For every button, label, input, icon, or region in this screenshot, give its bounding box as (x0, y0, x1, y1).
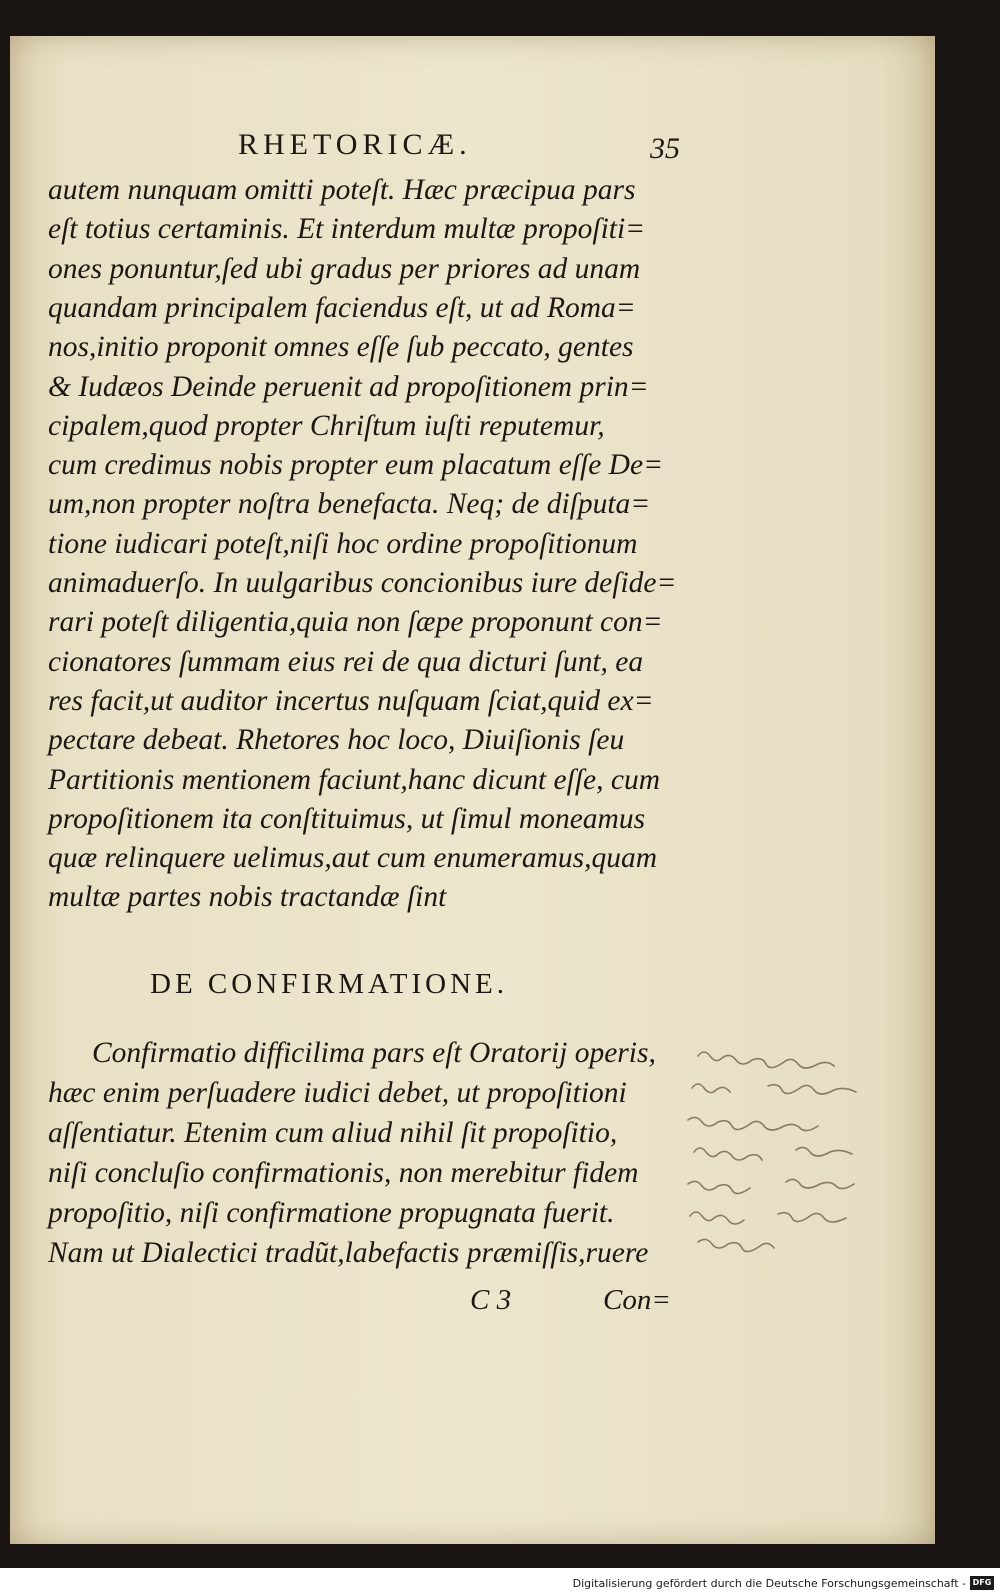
page-number: 35 (650, 132, 680, 165)
text-line: multæ partes nobis tractandæ ſint (48, 881, 447, 914)
text-line: propoſitionem ita conſtituimus, ut ſimul moneamus (48, 802, 646, 835)
text-line: aſſentiatur. Etenim cum aliud nihil ſit propoſitio, (48, 1117, 618, 1149)
text-line: rari poteſt diligentia,quia non ſæpe proponunt con= (48, 606, 663, 639)
text-line: um,non propter noſtra benefacta. Neq; de diſputa= (48, 488, 651, 521)
text-line: res facit,ut auditor incertus nuſquam ſciat,quid ex= (48, 684, 654, 717)
text-line: pectare debeat. Rhetores hoc loco, Diuiſionis ſeu (48, 724, 625, 757)
text-line: ones ponuntur,ſed ubi gradus per priores ad unam (48, 252, 641, 285)
section-heading: DE CONFIRMATIONE. (150, 968, 508, 1000)
text-line: autem nunquam omitti poteſt. Hæc præcipua pars (48, 174, 636, 206)
text-line: Nam ut Dialectici tradũt,labefactis præmiſſis,ruere (48, 1237, 649, 1269)
footer-credit (0, 1570, 1000, 1596)
text-line: & Iudæos Deinde peruenit ad propoſitionem prin= (48, 370, 649, 403)
text-line: propoſitio, niſi confirmatione propugnata fuerit. (48, 1197, 615, 1229)
text-line: Partitionis mentionem faciunt,hanc dicunt eſſe, cum (48, 763, 661, 796)
text-line: hæc enim perſuadere iudici debet, ut propoſitioni (48, 1077, 627, 1109)
text-line: quandam principalem faciendus eſt, ut ad Roma= (48, 291, 636, 324)
text-line: quæ relinquere uelimus,aut cum enumeramus,quam (48, 842, 658, 875)
text-line: Confirmatio difficilima pars eſt Oratorij operis, (92, 1037, 656, 1069)
signature-mark: C 3 (470, 1284, 512, 1316)
text-line: cionatores ſummam eius rei de qua dicturi ſunt, ea (48, 645, 644, 678)
text-line: niſi concluſio confirmationis, non merebitur fidem (48, 1157, 639, 1189)
catchword: Con= (603, 1284, 671, 1316)
text-line: cipalem,quod propter Chriſtum iuſti reputemur, (48, 409, 605, 442)
text-line: tione iudicari poteſt,niſi hoc ordine propoſitionum (48, 527, 638, 560)
running-head: RHETORICÆ. (238, 128, 472, 161)
handwritten-annotation-icon (678, 1036, 918, 1266)
dfg-logo-icon: DFG (970, 1576, 994, 1590)
text-line: cum credimus nobis propter eum placatum eſſe De= (48, 449, 663, 482)
text-line: animaduerſo. In uulgaribus concionibus iure deſide= (48, 567, 677, 599)
footer-credit-text: Digitalisierung gefördert durch die Deutsche Forschungsgemeinschaft - (572, 1577, 966, 1590)
text-line: nos,initio proponit omnes eſſe ſub peccato, gentes (48, 331, 634, 364)
text-line: eſt totius certaminis. Et interdum multæ propoſiti= (48, 213, 646, 246)
book-page (10, 36, 935, 1544)
